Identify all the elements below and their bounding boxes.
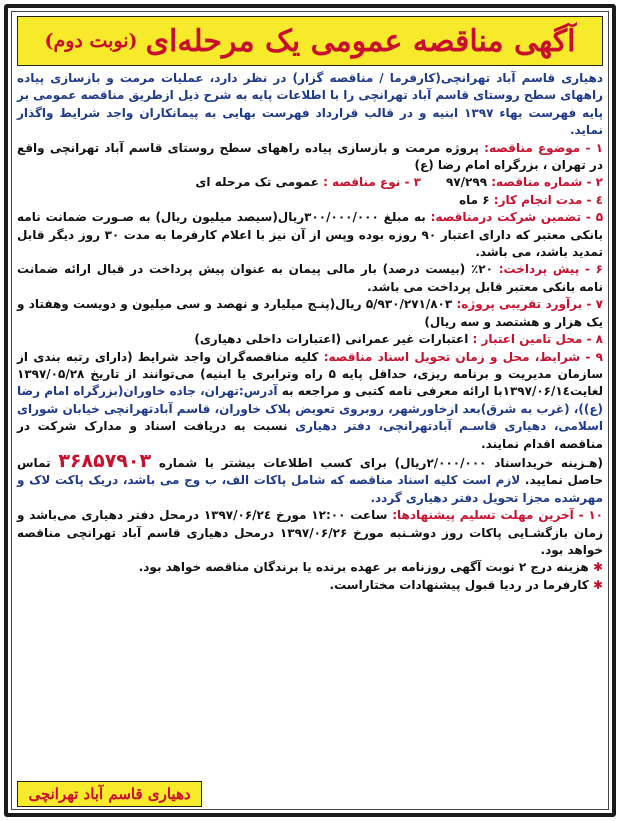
note-employer-right <box>17 577 603 594</box>
item-duration <box>17 192 603 209</box>
notice-round: (نوبت دوم) <box>44 30 138 52</box>
item-guarantee-label: ۵ - تضمین شرکت درمناقصه: <box>430 210 604 225</box>
item-conditions-text: کلیه مناقصه‌گران واجد شرایط (دارای رتبه بندی از سازمان مدیریت و برنامه ریزی، حداقل پایه ۵ راه وترابری یا ابنیه) می‌توانند از تاریخ ۱۳۹۷/۰۵/۲۸ لغایت۱۳۹۷/۰۶/۱٤با ارائه معرفی نامه کتبی و مراجعه به <box>17 349 604 399</box>
notice-title: آگهی مناقصه عمومی یک مرحله‌ای <box>145 23 576 59</box>
item-prepayment <box>17 261 603 296</box>
item-fee-phone-tail: تماس حاصل نمایید. <box>17 455 604 488</box>
item-conditions-tail: نسبت به دریافت اسناد و مدارک شرکت در مناقصه اقدام نمایند. <box>17 419 603 451</box>
item-prepayment-label: ۶ - پیش پرداخت: <box>498 262 603 277</box>
item-deadline-label: ۱۰ - آخرین مهلت تسلیم پیشنهادها: <box>392 508 604 523</box>
item-duration-text: ۶ ماه <box>459 192 490 207</box>
item-conditions-address: آدرس:تهران، جاده خاوران(بزرگراه امام رضا (ع))، (غرب به شرق)بعد ازخاورشهر، روبروی تعویض پلاک خاوران، قاسم آبادتهرانچی خیابان شورای اسلامی، دهیاری قاسـم آبادتهرانچی، دفتر دهیاری <box>17 384 603 434</box>
item-subject-text: پروژه مرمت و بازسازی پیاده راههای سطح روستای قاسم آباد تهرانچی واقع در تهران ، بزرگراه امام رضا (ع) <box>17 140 603 173</box>
item-funding-text: اعتبارات غیر عمرانی (اعتبارات داخلی دهیاری) <box>194 332 469 347</box>
item-subject <box>17 140 603 175</box>
item-type-label: ۳ - نوع مناقصه : <box>323 175 421 190</box>
item-funding <box>17 331 603 348</box>
item-estimate <box>17 296 603 331</box>
item-number-label: ۲ - شماره مناقصه: <box>491 175 603 190</box>
item-fee-sealed-note: لازم است کلیه اسناد مناقصه که شامل پاکات الف، ب وج می باشد، دریک پاکت لاک و مهرشده مجزا تحویل دفتر دهیاری گردد. <box>17 473 603 505</box>
note-advert-cost <box>17 559 603 576</box>
contact-phone: ۳۶۸۵۷۹۰۳ <box>58 449 152 472</box>
bullet-star-icon: ✱ <box>592 560 603 575</box>
item-deadline <box>17 507 603 559</box>
item-conditions <box>17 349 603 453</box>
item-conditions-label: ۹ - شرایط، محل و زمان تحویل اسناد مناقصه: <box>323 349 603 364</box>
signature-banner <box>17 781 202 807</box>
signature-text: دهیاری قاسم آباد تهرانچی <box>28 785 191 803</box>
item-fee-text: (هـزینه خریداسناد ۲/۰۰۰/۰۰۰ریال) برای کسب اطلاعات بیشتر با شماره <box>158 455 603 470</box>
item-deadline-text: ساعت ۱۲:۰۰ مورخ ۱۳۹۷/۰۶/۲٤ درمحل دفتر دهیاری می‌باشد و زمان بازگشـایی پاکات روز دوشـنبه مورخ ۱۳۹۷/۰۶/۲۶ درمحل دهیاری قاسم آباد تهرانچی مناقصه خواهد بود. <box>17 508 603 557</box>
item-estimate-text: ۵/۹۳۰/۲۷۱/۸۰۳ ریال(پنـج میلیارد و نهصد و سی میلیون و دویست وهفتاد و یک هزار و هشتصد و سه ریال) <box>17 297 603 329</box>
item-fee <box>17 449 604 507</box>
item-guarantee <box>17 209 603 261</box>
item-guarantee-text: به مبلغ ۳۰۰/۰۰۰/۰۰۰ریال(سیصد میلیون ریال) به صـورت ضمانت نامه بانکی معتبر که دارای اعتبار ۹۰ روزه بوده وپس از آن نیز با اعلام کارفرما به مدت ۳۰ روز دیگر قابل تمدید باشد، می باشد. <box>17 210 603 260</box>
note-advert-cost-text: هزینه درج ۲ نوبت آگهی روزنامه بر عهده برنده یا برندگان مناقصه خواهد بود. <box>138 560 589 575</box>
item-prepayment-text: ۲۰٪ (بیست درصد) بار مالی پیمان به عنوان پیش پرداخت در قبال ارائه ضمانت نامه بانکی معتبر قابل پرداخت می باشد. <box>17 262 603 294</box>
item-estimate-label: ۷ - برآورد تقریبی پروژه: <box>456 297 603 312</box>
item-duration-label: ٤ - مدت انجام کار: <box>493 192 603 207</box>
item-subject-label: ۱ - موضوع مناقصه: <box>484 140 603 155</box>
bullet-star-icon: ✱ <box>592 577 603 592</box>
note-employer-right-text: کارفرما در ردیا قبول پیشنهادات مختاراست. <box>329 577 589 592</box>
item-funding-label: ۸ - محل تامین اعتبار : <box>472 332 603 347</box>
item-type-text: عمومی تک مرحله ای <box>195 175 319 190</box>
item-number-type <box>17 174 603 191</box>
item-number-text: ۹۷/۲۹۹ <box>446 175 488 190</box>
title-banner <box>17 16 603 66</box>
intro-paragraph: دهیاری قاسم آباد تهرانچی(کارفرما / مناقصه گزار) در نظر دارد، عملیات مرمت و بازسازی پیاده راههای سطح روستای قاسم آباد تهرانچی را با اطلاعات پایه به شرح ذیل ازطریق مناقصه عمومی بر پایه فهرست بهاء ۱۳۹۷ ابنیه و در قالب قرارداد فهرست بهایی به پیمانکاران واجد شرایط واگذار نماید. <box>17 71 603 138</box>
notice-body <box>17 70 603 594</box>
